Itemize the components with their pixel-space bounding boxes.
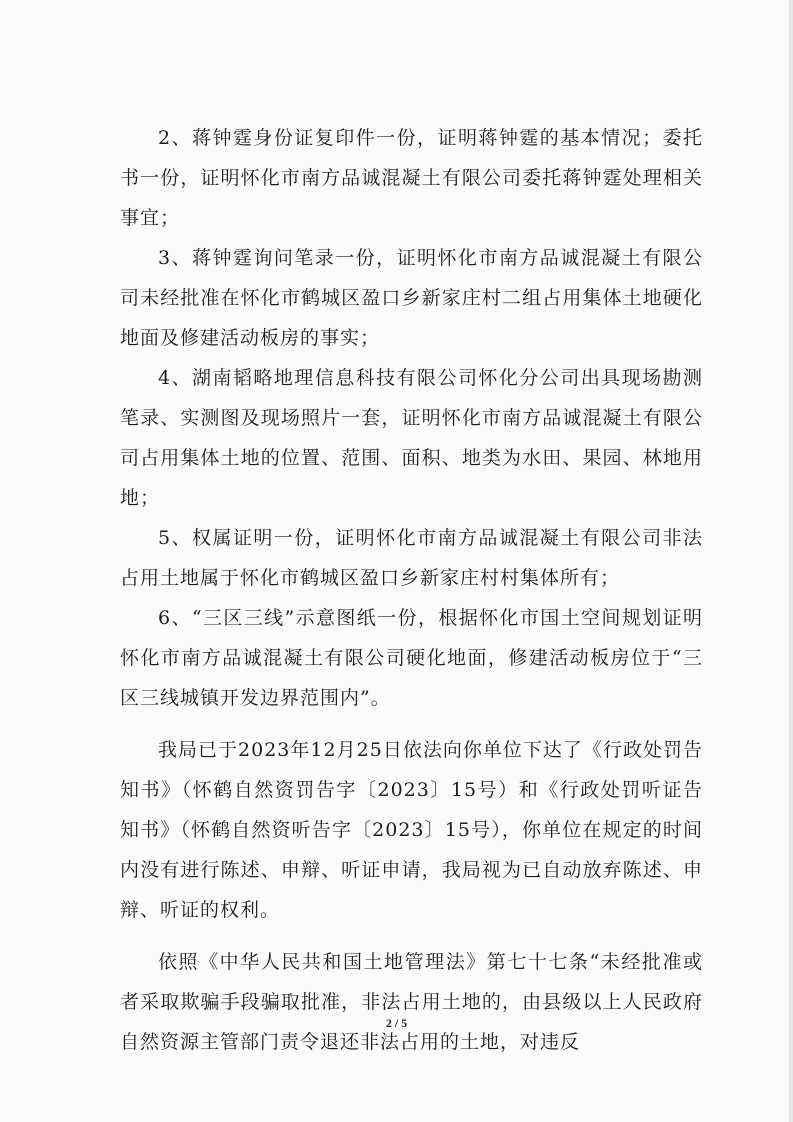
evidence-item-2: 2、蒋钟霆身份证复印件一份，证明蒋钟霆的基本情况；委托书一份，证明怀化市南方品诚混凝土有限公司委托蒋钟霆处理相关事宜； [120,127,703,229]
paragraph-gap [120,718,703,730]
legal-basis-paragraph: 依照《中华人民共和国土地管理法》第七十七条“未经批准或者采取欺骗手段骗取批准，非法占用土地的，由县级以上人民政府自然资源主管部门责令退还非法占用的土地，对违反 [120,951,703,1053]
evidence-item-4: 4、湖南韬略地理信息科技有限公司怀化分公司出具现场勘测笔录、实测图及现场照片一套，证明怀化市南方品诚混凝土有限公司占用集体土地的位置、范围、面积、地类为水田、果园、林地用地； [120,367,703,509]
paragraph-gap [120,930,703,942]
page-number: 2 / 5 [385,1016,408,1030]
notice-paragraph: 我局已于2023年12月25日依法向你单位下达了《行政处罚告知书》（怀鹤自然资罚告字〔2023〕15号）和《行政处罚听证告知书》（怀鹤自然资听告字〔2023〕15号），你单位在规定的时间内没有进行陈述、申辩、听证申请，我局视为已自动放弃陈述、申辩、听证的权利。 [120,739,703,921]
evidence-item-6: 6、“三区三线”示意图纸一份，根据怀化市国土空间规划证明怀化市南方品诚混凝土有限公司硬化地面，修建活动板房位于“三区三线城镇开发边界范围内”。 [120,607,703,709]
evidence-item-5: 5、权属证明一份，证明怀化市南方品诚混凝土有限公司非法占用土地属于怀化市鹤城区盈口乡新家庄村村集体所有； [120,527,703,589]
document-body [120,118,703,1062]
scan-edge [789,0,793,1122]
evidence-item-3: 3、蒋钟霆询问笔录一份，证明怀化市南方品诚混凝土有限公司未经批准在怀化市鹤城区盈口乡新家庄村二组占用集体土地硬化地面及修建活动板房的事实； [120,247,703,349]
